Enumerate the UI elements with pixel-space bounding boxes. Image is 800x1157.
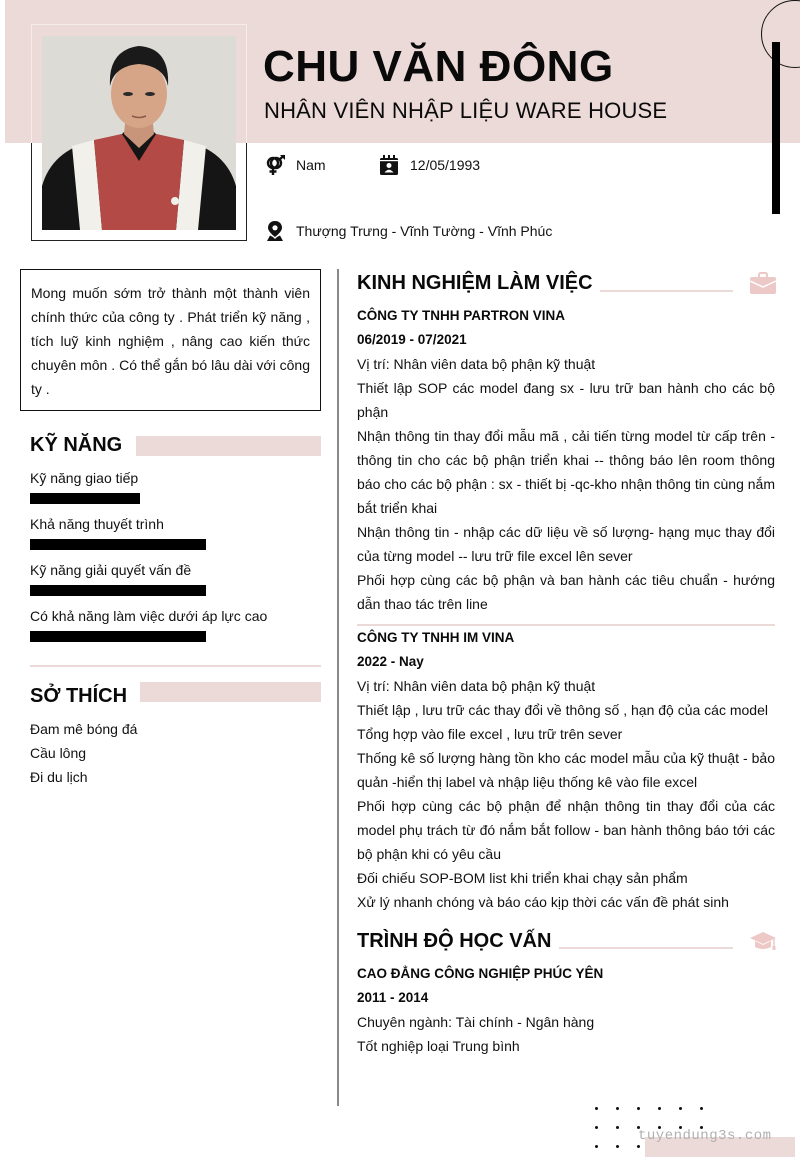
career-objective: Mong muốn sớm trở thành một thành viên chính thức của công ty . Phát triển kỹ năng , tích luỹ kinh nghiệm , nâng cao kiến thức chuyên môn . Có thể gắn bó lâu dài với công ty . <box>20 269 321 411</box>
job-detail-line: Thiết lập SOP các model đang sx - lưu trữ ban hành cho các bộ phận <box>357 380 775 420</box>
skills-heading: KỸ NĂNG <box>30 434 123 456</box>
company-name: CÔNG TY TNHH IM VINA <box>357 630 515 645</box>
watermark: tuyendung3s.com <box>638 1128 772 1144</box>
job-detail-line: Đối chiếu SOP-BOM list khi triển khai chạy sản phẩm <box>357 870 688 886</box>
skill-level-bar <box>30 493 140 504</box>
hobbies-heading: SỞ THÍCH <box>30 685 128 707</box>
birthday-info <box>378 154 480 176</box>
job-detail-line: Vị trí: Nhân viên data bộ phận kỹ thuật <box>357 356 596 372</box>
candidate-job-title: NHÂN VIÊN NHẬP LIỆU WARE HOUSE <box>264 98 668 123</box>
skill-level-bar <box>30 631 206 642</box>
job-detail-line: Phối hợp cùng các bộ phận và ban hành các tiêu chuẩn - hướng dẫn thao tác trên line <box>357 572 775 612</box>
job-detail-line: Nhận thông tin thay đổi mẫu mã , cải tiến từng model từ cấp trên - thông tin cho các bộ phận triển khai -- thông báo lên room thông báo cho các bộ phận : sx - thiết bị -qc-kho nhận thông tin cùng nắm bắt triển khai <box>357 428 775 516</box>
hobby-item: Đam mê bóng đá <box>30 721 138 737</box>
hobby-item: Đi du lịch <box>30 769 88 785</box>
job-period: 06/2019 - 07/2021 <box>357 332 467 347</box>
job-detail-line: Vị trí: Nhân viên data bộ phận kỹ thuật <box>357 678 596 694</box>
education-detail-line: Chuyên ngành: Tài chính - Ngân hàng <box>357 1014 595 1030</box>
education-heading-line <box>559 947 733 949</box>
school-name: CAO ĐẲNG CÔNG NGHIỆP PHÚC YÊN <box>357 966 604 981</box>
skill-label: Khả năng thuyết trình <box>30 516 164 532</box>
company-name: CÔNG TY TNHH PARTRON VINA <box>357 308 566 323</box>
hobby-item: Cầu lông <box>30 745 87 761</box>
skill-label: Có khả năng làm việc dưới áp lực cao <box>30 608 268 624</box>
candidate-name: CHU VĂN ĐÔNG <box>263 42 614 91</box>
job-detail-line: Thống kê số lượng hàng tồn kho các model mẫu của kỹ thuật - bảo quản -hiển thị label và nhập liệu thống kê vào file excel <box>357 750 775 790</box>
job-detail-line: Tổng hợp vào file excel , lưu trữ trên sever <box>357 726 623 742</box>
calendar-icon <box>378 154 400 176</box>
gender-icon <box>264 154 286 176</box>
job-detail-line: Xử lý nhanh chóng và báo cáo kịp thời các vấn đề phát sinh <box>357 894 729 910</box>
decorative-vertical-bar <box>772 42 780 214</box>
briefcase-icon <box>749 272 777 296</box>
education-heading: TRÌNH ĐỘ HỌC VẤN <box>357 930 552 952</box>
job-detail-line: Thiết lập , lưu trữ các thay đổi về thông số , hạn độ của các model <box>357 702 768 718</box>
profile-photo <box>42 36 236 230</box>
column-divider <box>337 269 339 1106</box>
education-detail-line: Tốt nghiệp loại Trung bình <box>357 1038 520 1054</box>
graduation-cap-icon <box>749 930 777 954</box>
skill-level-bar <box>30 539 206 550</box>
address-value: Thượng Trưng - Vĩnh Tường - Vĩnh Phúc <box>296 223 553 239</box>
experience-heading-line <box>600 290 733 292</box>
experience-heading: KINH NGHIỆM LÀM VIỆC <box>357 272 593 294</box>
education-period: 2011 - 2014 <box>357 990 429 1005</box>
job-detail-line: Nhận thông tin - nhập các dữ liệu về số lượng- hạng mục thay đổi của từng model -- lưu trữ file excel lên sever <box>357 524 775 564</box>
skill-label: Kỹ năng giải quyết vấn đề <box>30 562 192 578</box>
address-info <box>264 220 552 242</box>
skills-heading-bar <box>136 436 321 456</box>
job-separator <box>357 624 775 626</box>
skill-label: Kỹ năng giao tiếp <box>30 470 139 486</box>
section-divider <box>30 665 321 667</box>
birthday-value: 12/05/1993 <box>410 157 481 173</box>
location-pin-icon <box>264 220 286 242</box>
job-detail-line: Phối hợp cùng các bộ phận để nhận thông tin thay đổi của các model phụ trách từ đó nắm bắt follow - ban hành thông báo tới các bộ phận khi có yêu cầu <box>357 798 775 862</box>
hobbies-heading-bar <box>140 682 321 702</box>
gender-value: Nam <box>296 157 326 173</box>
job-period: 2022 - Nay <box>357 654 424 669</box>
skill-level-bar <box>30 585 206 596</box>
gender-info <box>264 154 326 176</box>
